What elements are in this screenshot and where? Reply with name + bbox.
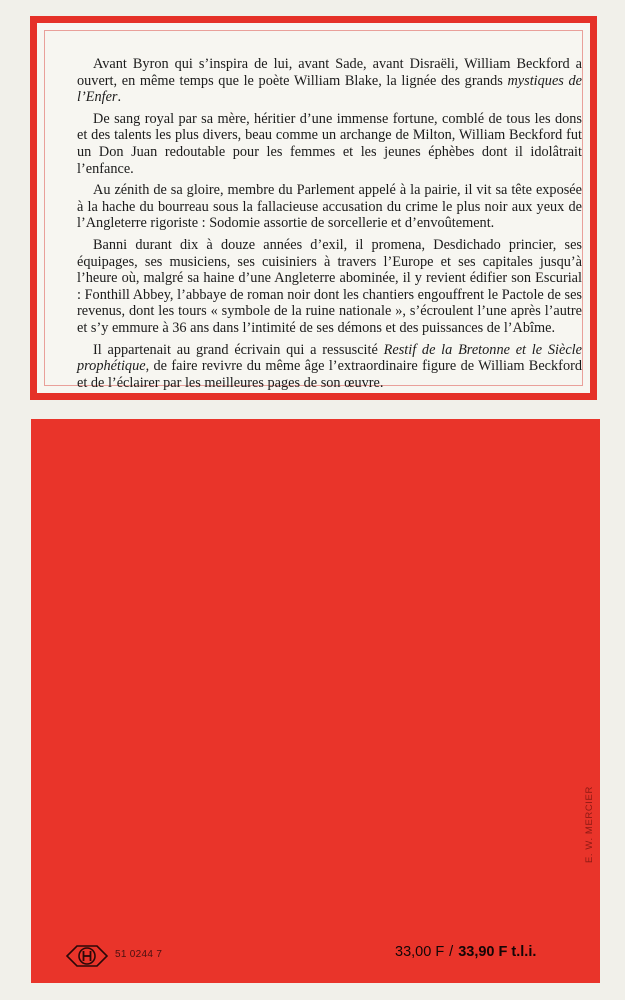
- catalog-code: 51 0244 7: [115, 949, 163, 960]
- blurb-paragraph-4: Banni durant dix à douze années d’exil, il promena, Desdichado princier, ses équipages, ses musiciens, ses cuisiniers à travers l’Europe et ses capitales jusqu’à l’heure où, malgré sa haine d’une Angleterre abominée, il y revient édifier son Escurial : Fonthill Abbey, l’abbaye de roman noir dont les chantiers engouffrent le Pactole de ses revenus, dont les tours « symbole de la ruine nationale », s’écroulent l’une après l’autre et s’y emmure à 36 ans dans l’intimité de ses démons et des puissances de l’Abîme.: [77, 236, 582, 336]
- blurb-paragraph-5: [77, 342, 582, 392]
- blurb-paragraph-2: De sang royal par sa mère, héritier d’une immense fortune, comblé de tous les dons et des talents les plus divers, beau comme un archange de Milton, William Beckford fut un Don Juan redoutable pour les femmes et les jeunes éphèbes dont il idolâtrait l’enfance.: [77, 110, 582, 177]
- blurb-paragraph-1: [77, 56, 582, 106]
- blurb-paragraph-3: Au zénith de sa gloire, membre du Parlement appelé à la pairie, il vit sa tête exposée à la hache du bourreau sous la fallacieuse accusation du crime le plus noir aux yeux de l’Angleterre rigoriste : Sodomie assortie de sorcellerie et d’envoûtement.: [77, 182, 582, 232]
- price-tli: 33,90 F t.l.i.: [458, 944, 537, 960]
- blurb-paragraph-5-italic: Restif de la Bretonne et le Siècle prophétique: [77, 341, 582, 375]
- blurb-paragraph-5-end: , de faire revivre du même âge l’extraordinaire figure de William Beckford et de l’éclairer par les meilleures pages de son œuvre.: [77, 358, 582, 391]
- price-separator: /: [449, 944, 454, 960]
- publisher-spine-label: E. W. MERCIER: [584, 786, 595, 863]
- blurb-paragraph-1-text: Avant Byron qui s’inspira de lui, avant Sade, avant Disraëli, William Beckford a ouvert, en même temps que le poète William Blake, la lignée des grands: [77, 56, 582, 89]
- blurb-paragraph-1-italic: mystiques de l’Enfer: [77, 72, 583, 106]
- blurb-paragraph-1-end: .: [117, 89, 122, 106]
- blurb-paragraph-5-text: Il appartenait au grand écrivain qui a ressuscité: [93, 341, 384, 358]
- blurb-frame: [30, 16, 597, 400]
- price-base: 33,00 F: [395, 944, 445, 960]
- publisher-logo-icon: [65, 944, 109, 968]
- blurb-text: [77, 56, 582, 396]
- price: [395, 944, 536, 960]
- red-panel: [31, 419, 600, 983]
